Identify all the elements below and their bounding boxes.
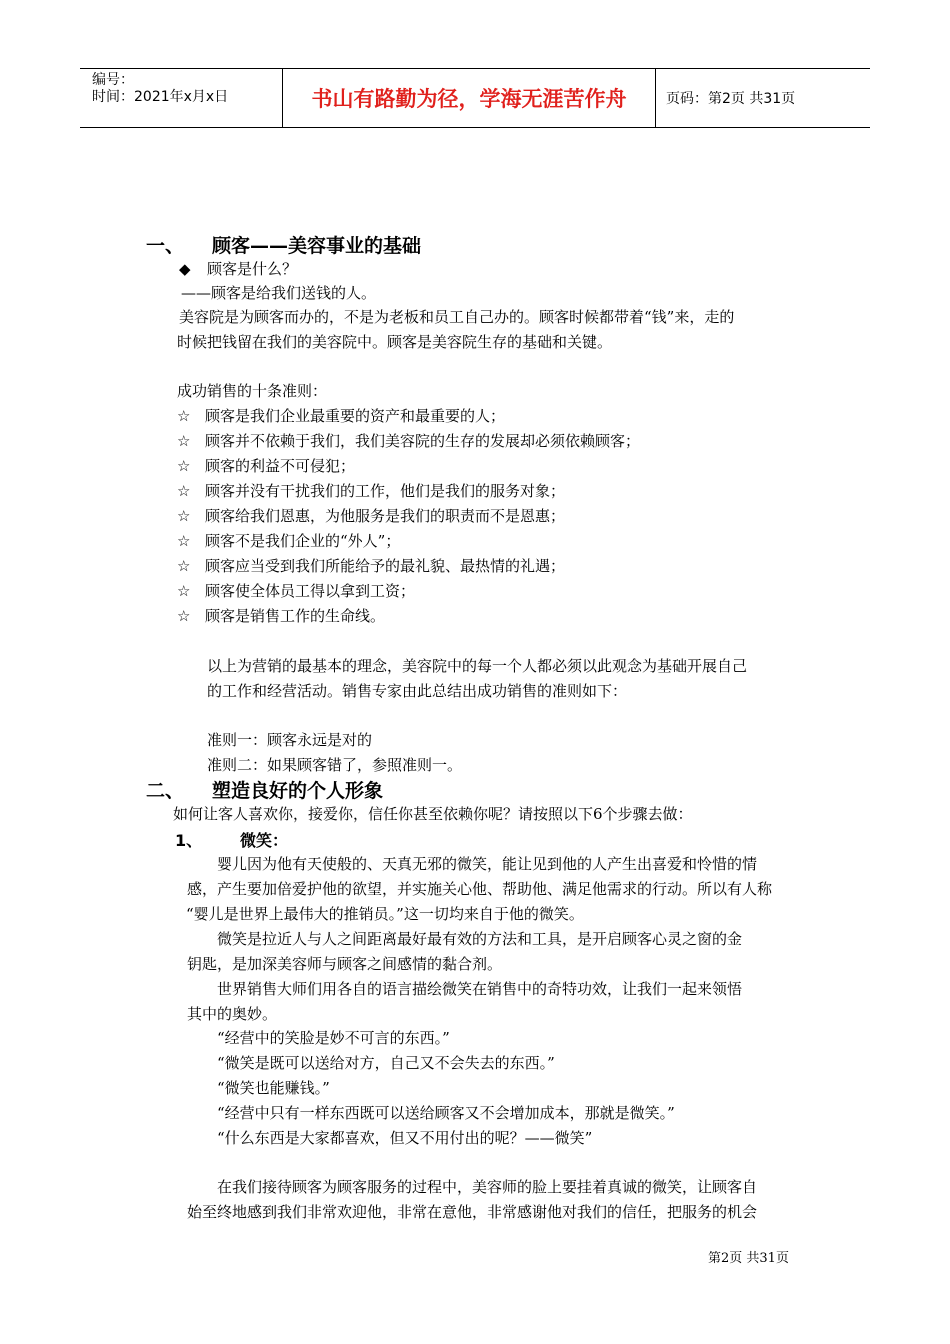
section2-intro: 如何让客人喜欢你，接爱你，信任你甚至依赖你呢？请按照以下6个步骤去做： (173, 805, 693, 823)
step-number: 1、 (175, 831, 203, 850)
smile-p3-line1: 世界销售大师们用各自的语言描绘微笑在销售中的奇特功效，让我们一起来领悟 (217, 980, 743, 998)
section2-title: 塑造良好的个人形象 (212, 780, 384, 802)
star-icon: ☆ (177, 457, 191, 475)
diamond-bullet-icon: ◆ (179, 260, 191, 278)
section2-number: 二、 (146, 780, 185, 802)
section1-title: 顾客——美容事业的基础 (212, 235, 422, 257)
number-label: 编号： (92, 72, 134, 88)
rule-item: ☆ 顾客应当受到我们所能给予的最礼貌、最热情的礼遇； (177, 557, 566, 575)
star-icon: ☆ (177, 607, 191, 625)
smile-p3-line2: 其中的奥妙。 (187, 1005, 278, 1023)
quote-line: “微笑是既可以送给对方，自己又不会失去的东西。” (217, 1054, 555, 1072)
section1-number: 一、 (146, 235, 185, 257)
rule-item: ☆ 顾客并没有干扰我们的工作，他们是我们的服务对象； (177, 482, 566, 500)
star-icon: ☆ (177, 507, 191, 525)
smile-p1-line3: “婴儿是世界上最伟大的推销员。”这一切均来自于他的微笑。 (186, 905, 584, 923)
page-footer: 第2页 共31页 (708, 1251, 789, 1266)
principle-1: 准则一：顾客永远是对的 (207, 731, 373, 749)
summary-line1: 以上为营销的最基本的理念，美容院中的每一个人都必须以此观念为基础开展自己 (207, 657, 748, 675)
step-title: 微笑： (240, 831, 289, 850)
rule-item: ☆ 顾客是我们企业最重要的资产和最重要的人； (177, 407, 506, 425)
summary-line2: 的工作和经营活动。销售专家由此总结出成功销售的准则如下： (207, 682, 628, 700)
star-icon: ☆ (177, 432, 191, 450)
quote-line: “微笑也能赚钱。” (217, 1079, 330, 1097)
answer: ——顾客是给我们送钱的人。 (181, 284, 377, 302)
rule-item: ☆ 顾客给我们恩惠，为他服务是我们的职责而不是恩惠； (177, 507, 566, 525)
quote-line: “什么东西是大家都喜欢，但又不用付出的呢？——微笑” (217, 1129, 593, 1147)
time-label: 时间：2021年x月x日 (92, 89, 229, 105)
smile-p1-line2: 感，产生要加倍爱护他的欲望，并实施关心他、帮助他、满足他需求的行动。所以有人称 (187, 880, 773, 898)
star-icon: ☆ (177, 407, 191, 425)
header-meta (80, 69, 282, 127)
smile-p4-line1: 在我们接待顾客为顾客服务的过程中，美容师的脸上要挂着真诚的微笑，让顾客自 (217, 1178, 758, 1196)
question: 顾客是什么？ (207, 260, 298, 278)
motto: 书山有路勤为径，学海无涯苦作舟 (282, 69, 656, 127)
page-header (80, 68, 870, 128)
rule-item: ☆ 顾客并不依赖于我们，我们美容院的生存的发展却必须依赖顾客； (177, 432, 641, 450)
smile-p4-line2: 始至终地感到我们非常欢迎他，非常在意他，非常感谢他对我们的信任，把服务的机会 (187, 1203, 758, 1221)
quote-line: “经营中的笑脸是妙不可言的东西。” (217, 1029, 450, 1047)
star-icon: ☆ (177, 557, 191, 575)
quote-line: “经营中只有一样东西既可以送给顾客又不会增加成本，那就是微笑。” (217, 1104, 675, 1122)
rule-item: ☆ 顾客的利益不可侵犯； (177, 457, 356, 475)
star-icon: ☆ (177, 532, 191, 550)
smile-p2-line2: 钥匙，是加深美容师与顾客之间感情的黏合剂。 (187, 955, 503, 973)
question-line (179, 258, 297, 279)
rule-item: ☆ 顾客使全体员工得以拿到工资； (177, 582, 416, 600)
rule-item: ☆ 顾客不是我们企业的“外人”； (177, 532, 401, 550)
para1-line2: 时候把钱留在我们的美容院中。顾客是美容院生存的基础和关键。 (177, 333, 613, 351)
rules-title: 成功销售的十条准则： (177, 382, 328, 400)
page-label: 页码：第2页 共31页 (666, 91, 796, 107)
smile-p2-line1: 微笑是拉近人与人之间距离最好最有效的方法和工具，是开启顾客心灵之窗的金 (217, 930, 743, 948)
smile-p1-line1: 婴儿因为他有天使般的、天真无邪的微笑，能让见到他的人产生出喜爱和怜惜的情 (217, 855, 758, 873)
para1-line1: 美容院是为顾客而办的，不是为老板和员工自己办的。顾客时候都带着“钱”来，走的 (179, 308, 735, 326)
star-icon: ☆ (177, 482, 191, 500)
principle-2: 准则二：如果顾客错了，参照准则一。 (207, 756, 463, 774)
rule-item: ☆ 顾客是销售工作的生命线。 (177, 607, 386, 625)
star-icon: ☆ (177, 582, 191, 600)
